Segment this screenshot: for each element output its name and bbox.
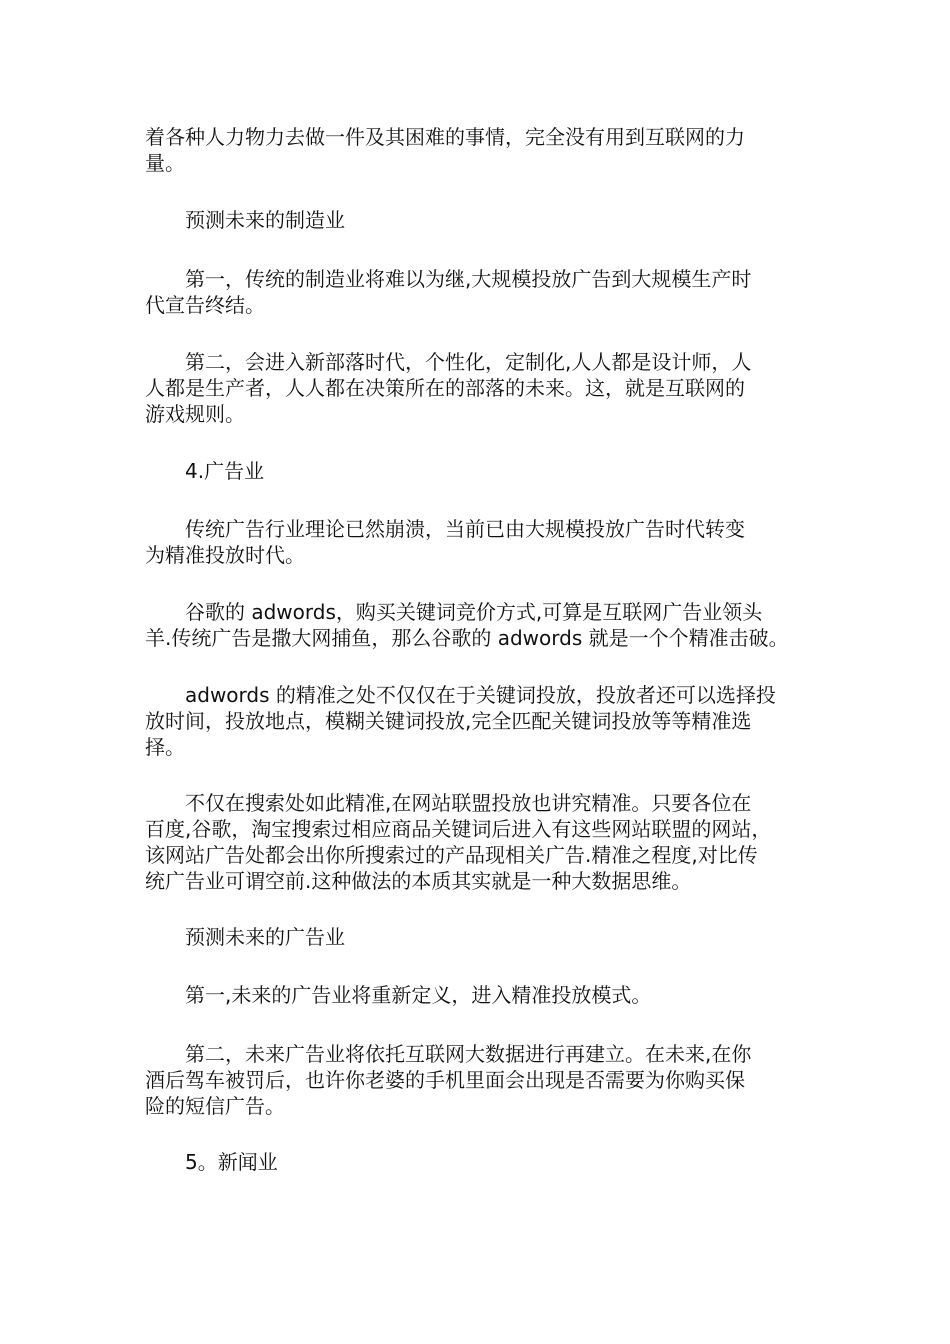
text-line: 量。 (145, 151, 185, 175)
text-line: 第一,未来的广告业将重新定义，进入精准投放模式。 (185, 983, 652, 1007)
text-line: 游戏规则。 (145, 402, 245, 426)
paragraph-manufacturing-second (145, 349, 810, 427)
heading-advertising (145, 458, 810, 484)
text-line: 不仅在搜索处如此精准,在网站联盟投放也讲究精准。只要各位在 (185, 791, 752, 815)
heading-manufacturing-forecast (145, 207, 810, 233)
text-line: 统广告业可谓空前.这种做法的本质其实就是一种大数据思维。 (145, 869, 692, 893)
paragraph-google-adwords (145, 599, 810, 651)
text-line: 人都是生产者，人人都在决策所在的部落的未来。这，就是互联网的 (145, 376, 745, 400)
heading-news-industry (145, 1149, 810, 1175)
text-line: 预测未来的广告业 (185, 925, 345, 949)
text-line: 险的短信广告。 (145, 1094, 285, 1118)
text-line: adwords 的精准之处不仅仅在于关键词投放，投放者还可以选择投 (185, 683, 776, 707)
text-line: 第二，未来广告业将依托互联网大数据进行再建立。在未来,在你 (185, 1042, 752, 1066)
paragraph-intro-continuation (145, 124, 810, 176)
text-line: 第二，会进入新部落时代，个性化，定制化,人人都是设计师，人 (185, 350, 752, 374)
text-line: 该网站广告处都会出你所搜索过的产品现相关广告.精准之程度,对比传 (145, 843, 758, 867)
text-line: 百度,谷歌，淘宝搜索过相应商品关键词后进入有这些网站联盟的网站， (145, 817, 772, 841)
text-line: 第一，传统的制造业将难以为继,大规模投放广告到大规模生产时 (185, 267, 752, 291)
heading-advertising-forecast (145, 924, 810, 950)
text-line: 羊.传统广告是撒大网捕鱼，那么谷歌的 adwords 就是一个个精准击破。 (145, 626, 789, 650)
text-line: 放时间，投放地点，模糊关键词投放,完全匹配关键词投放等等精准选 (145, 709, 752, 733)
text-line: 传统广告行业理论已然崩溃，当前已由大规模投放广告时代转变 (185, 517, 745, 541)
text-line: 代宣告终结。 (145, 293, 265, 317)
text-line: 着各种人力物力去做一件及其困难的事情，完全没有用到互联网的力 (145, 125, 745, 149)
text-line: 预测未来的制造业 (185, 208, 345, 232)
text-line: 择。 (145, 735, 185, 759)
paragraph-advertising-first (145, 982, 810, 1008)
text-line: 为精准投放时代。 (145, 543, 305, 567)
text-line: 酒后驾车被罚后，也许你老婆的手机里面会出现是否需要为你购买保 (145, 1068, 745, 1092)
paragraph-manufacturing-first (145, 266, 810, 318)
text-line: 4.广告业 (185, 459, 265, 483)
paragraph-advertising-second (145, 1041, 810, 1119)
text-line: 谷歌的 adwords，购买关键词竞价方式,可算是互联网广告业领头 (185, 600, 763, 624)
paragraph-advertising-theory (145, 516, 810, 568)
paragraph-adwords-precision (145, 682, 810, 760)
text-line: 5。新闻业 (185, 1150, 278, 1174)
paragraph-network-alliance (145, 790, 810, 894)
